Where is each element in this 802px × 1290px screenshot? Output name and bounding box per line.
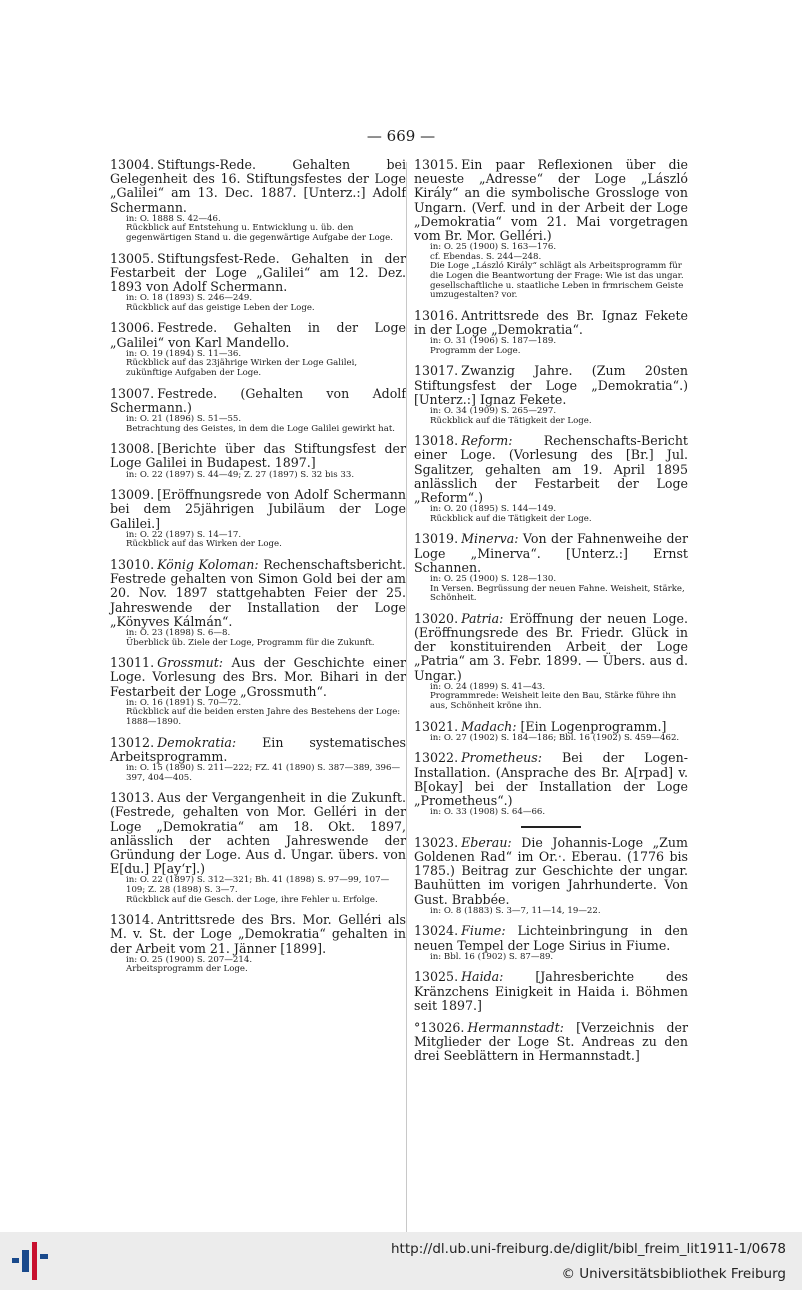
entry-title: Die Johannis-Loge „Zum Goldenen Rad“ im Or.‧. Eberau. (1776 bis 1785.) Beitrag zur Geschichte der ungar. Bauhütten im vorigen Jahrhunderte. Von Gust. Brabbée.: [414, 834, 688, 907]
entry-note-line: in: O. 22 (1897) S. 44—49; Z. 27 (1897) S. 32 bis 33.: [126, 469, 355, 480]
entry-heading: [414, 720, 688, 734]
entry-notes: [110, 764, 406, 783]
column-divider: [406, 162, 407, 1232]
entry-note-line: in: O. 34 (1909) S. 265—297.: [430, 405, 557, 416]
entry-note-line: Rückblick auf die Tätigkeit der Loge.: [430, 415, 592, 426]
entry-number: 13013.: [110, 790, 155, 806]
entry-heading: [110, 656, 406, 699]
entry-notes: [110, 350, 406, 379]
lodge-name: Fiume:: [461, 923, 506, 939]
entry-number: 13019.: [414, 531, 459, 547]
entry-number: 13015.: [414, 157, 459, 172]
entry-title: Aus der Vergangenheit in die Zukunft. (Festrede, gehalten von Mor. Gelléri in der Loge „Demokratia“ am 18. Okt. 1897, anlässlich der achten Jahreswende der Gründung der Loge. Aus d. Ungar. übers. von E[du.] P[ay‘r].): [110, 790, 406, 877]
bibliography-entry: [110, 158, 406, 244]
entry-number: 13010.: [110, 556, 155, 572]
bibliography-entry: [414, 751, 688, 817]
entry-title: Bei der Logen-Installation. (Ansprache des Br. A[rpad] v. B[okay] bei der Installation der Loge „Prometheus“.): [414, 750, 688, 808]
lodge-name: Grossmut:: [157, 655, 224, 671]
entry-title: Festrede. Gehalten in der Loge „Galilei“ von Karl Mandello.: [110, 320, 406, 350]
entry-number: 13005.: [110, 250, 155, 266]
entry-notes: [414, 337, 688, 356]
entry-title: Ein paar Reflexionen über die neueste „Adresse“ der Loge „László Király“ an die symbolische Grossloge von Ungarn. (Verf. und in der Arbeit der Loge „Demokratia“ vom 21. Mai vorgetragen vom Br. Mor. Gelléri.): [414, 157, 688, 244]
page-number: — 669 —: [366, 127, 436, 145]
entry-heading: [110, 321, 406, 349]
entry-notes: [414, 683, 688, 712]
entry-heading: [414, 532, 688, 575]
entry-note-line: in: O. 18 (1893) S. 246—249.: [126, 293, 253, 304]
entry-note-line: Rückblick auf das Wirken der Loge.: [126, 539, 282, 550]
entry-number: 13017.: [414, 363, 459, 379]
entry-heading: [110, 791, 406, 876]
lodge-name: Prometheus:: [461, 750, 542, 766]
entry-notes: [110, 531, 406, 550]
entry-title: Von der Fahnenweihe der Loge „Minerva“. [Unterz.:] Ernst Schannen.: [414, 531, 688, 575]
entry-title: Aus der Geschichte einer Loge. Vorlesung des Brs. Mor. Bihari in der Festarbeit der Loge „Grossmuth“.: [110, 655, 406, 699]
entry-heading: [414, 612, 688, 683]
entry-note-line: cf. Ebendas. S. 244—248.: [430, 251, 542, 262]
entry-number: 13006.: [110, 320, 155, 336]
entry-note-line: in: O. 22 (1897) S. 14—17.: [126, 529, 242, 540]
entry-notes: [414, 407, 688, 426]
entry-number: 13008.: [110, 441, 155, 457]
entry-heading: [110, 387, 406, 415]
entry-title: [Verzeichnis der Mitglieder der Loge St. Andreas zu den drei Seeblättern in Hermannstadt.]: [414, 1019, 688, 1064]
bibliography-entry: [414, 309, 688, 357]
entry-title: Rechenschafts-Bericht einer Loge. (Vorlesung des [Br.] Jul. Sgalitzer, gehalten am 19. April 1895 anlässlich der Festarbeit der Loge „Reform“.): [414, 433, 688, 505]
lodge-name: Reform:: [461, 433, 513, 449]
entry-note-line: Überblick üb. Ziele der Loge, Programm für die Zukunft.: [126, 637, 375, 648]
bibliography-entry: [414, 970, 688, 1013]
entry-note-line: Programm der Loge.: [430, 345, 521, 356]
entry-number: 13022.: [414, 750, 459, 766]
entry-notes: [414, 734, 688, 744]
entry-number: 13007.: [110, 385, 155, 401]
entry-heading: [110, 158, 406, 215]
lodge-name: Haida:: [461, 969, 504, 985]
bibliography-entry: [110, 558, 406, 648]
entry-heading: [414, 924, 688, 952]
bibliography-entry: [414, 532, 688, 603]
entry-title: Stiftungs-Rede. Gehalten bei Gelegenheit des 16. Stiftungsfestes der Loge „Galilei“ am 13. Dec. 1887. [Unterz.:] Adolf Schermann.: [110, 157, 406, 215]
entry-notes: [414, 808, 688, 818]
bibliography-entry: [110, 442, 406, 480]
entry-note-line: in: O. 8 (1883) S. 3—7, 11—14, 19—22.: [430, 905, 601, 916]
footer-copyright: © Universitätsbibliothek Freiburg: [561, 1266, 786, 1282]
entry-number: 13018.: [414, 433, 459, 449]
bibliography-entry: [414, 924, 688, 962]
entry-title: [Eröffnungsrede von Adolf Schermann bei dem 25jährigen Jubiläum der Loge Galilei.]: [110, 487, 406, 531]
entry-title: Zwanzig Jahre. (Zum 20sten Stiftungsfest der Loge „Demokratia“.) [Unterz.:] Ignaz Fekete.: [414, 363, 688, 407]
entry-heading: [110, 488, 406, 531]
entry-title: Rechenschaftsbericht. Festrede gehalten von Simon Gold bei der am 20. Nov. 1897 stattgehabten Feier der 25. Jahreswende der Installation der Loge „Könyves Kálmán“.: [110, 556, 406, 629]
entry-note-line: Die Loge „László Király“ schlägt als Arbeitsprogramm für die Logen die Beantwortung der Frage: Wie ist das ungar. gesellschaftliche u. staatliche Leben in frmrischem Geiste umzugestalten? vor.: [430, 261, 684, 301]
entry-number: 13020.: [414, 610, 459, 626]
entry-number: 13021.: [414, 718, 459, 734]
entry-notes: [110, 471, 406, 481]
entry-notes: [110, 415, 406, 434]
left-column: [110, 158, 406, 983]
entry-number: °13026.: [414, 1019, 465, 1035]
entry-heading: [414, 309, 688, 337]
entry-heading: [110, 558, 406, 629]
entry-note-line: in: O. 25 (1900) S. 128—130.: [430, 573, 557, 584]
entry-note-line: in: O. 25 (1900) S. 163—176.: [430, 242, 557, 253]
entry-note-line: Arbeitsprogramm der Loge.: [126, 964, 248, 975]
entry-note-line: in: O. 31 (1906) S. 187—189.: [430, 336, 557, 347]
lodge-name: Demokratia:: [157, 734, 237, 750]
entry-notes: [110, 215, 406, 244]
entry-note-line: In Versen. Begrüssung der neuen Fahne. Weisheit, Stärke, Schönheit.: [430, 583, 685, 604]
entry-note-line: Rückblick auf die beiden ersten Jahre des Bestehens der Loge: 1888—1890.: [126, 707, 401, 727]
entry-number: 13016.: [414, 307, 459, 323]
entry-notes: [414, 953, 688, 963]
bibliography-entry: [110, 736, 406, 784]
entry-number: 13009.: [110, 487, 155, 503]
entry-heading: [414, 434, 688, 505]
bibliography-entry: [414, 836, 688, 917]
entry-number: 13004.: [110, 157, 155, 172]
bibliography-entry: [110, 791, 406, 905]
entry-heading: [110, 252, 406, 295]
entry-note-line: in: O. 19 (1894) S. 11—36.: [126, 348, 242, 359]
entry-note-line: in: O. 16 (1891) S. 70—72.: [126, 697, 242, 708]
entry-number: 13012.: [110, 734, 155, 750]
bibliography-entry: [110, 387, 406, 435]
entry-title: [Berichte über das Stiftungsfest der Loge Galilei in Budapest. 1897.]: [110, 441, 406, 471]
entry-notes: [414, 575, 688, 604]
bibliography-entry: [414, 158, 688, 301]
entry-note-line: in: O. 25 (1900) S. 207—214.: [126, 954, 253, 965]
entry-note-line: in: Bbl. 16 (1902) S. 87—89.: [430, 951, 554, 962]
section-rule: [521, 826, 581, 828]
entry-title: Ein systematisches Arbeitsprogramm.: [110, 734, 406, 764]
footer-url-link[interactable]: http://dl.ub.uni-freiburg.de/diglit/bibl_freim_lit1911-1/0678: [390, 1241, 786, 1257]
bibliography-entry: [414, 364, 688, 426]
bibliography-entry: [414, 612, 688, 712]
entry-heading: [414, 836, 688, 907]
entry-note-line: in: O. 22 (1897) S. 312—321; Bh. 41 (1898) S. 97—99, 107—109; Z. 28 (1898) S. 3—7.: [126, 875, 390, 895]
lodge-name: Patria:: [461, 610, 504, 626]
entry-number: 13024.: [414, 923, 459, 939]
library-logo-icon: [12, 1240, 50, 1282]
entry-number: 13023.: [414, 834, 459, 850]
entry-notes: [110, 699, 406, 728]
entry-note-line: Rückblick auf das geistige Leben der Loge.: [126, 302, 315, 313]
entry-title: Antrittsrede des Brs. Mor. Gelléri als M. v. St. der Loge „Demokratia“ gehalten in der Arbeit vom 21. Jänner [1899].: [110, 912, 406, 956]
entry-note-line: in: O. 20 (1895) S. 144—149.: [430, 504, 557, 515]
entry-heading: [110, 913, 406, 956]
entry-note-line: in: O. 24 (1899) S. 41—43.: [430, 681, 546, 692]
entry-heading: [110, 736, 406, 764]
entry-title: Eröffnung der neuen Loge. (Eröffnungsrede des Br. Friedr. Glück in der konstituirenden Arbeit der Loge „Patria“ am 3. Febr. 1899. — Übers. aus d. Ungar.): [414, 610, 688, 683]
bibliography-entry: [110, 913, 406, 975]
lodge-name: Madach:: [461, 718, 517, 734]
entry-title: Lichteinbringung in den neuen Tempel der Loge Sirius in Fiume.: [414, 923, 688, 953]
bibliography-entry: [414, 720, 688, 744]
entry-heading: [414, 751, 688, 808]
bibliography-entry: [414, 1021, 688, 1064]
entry-note-line: in: O. 15 (1890) S. 211—222; FZ. 41 (1890) S. 387—389, 396—397, 404—405.: [126, 762, 401, 783]
entry-note-line: Programmrede: Weisheit leite den Bau, Stärke führe ihn aus, Schönheit kröne ihn.: [430, 691, 677, 711]
lodge-name: Minerva:: [461, 531, 519, 547]
entry-title: Antrittsrede des Br. Ignaz Fekete in der Loge „Demokratia“.: [414, 307, 688, 337]
entry-note-line: Rückblick auf Entstehung u. Entwicklung u. üb. den gegenwärtigen Stand u. die gegenwärtige Aufgabe der Loge.: [126, 223, 393, 243]
bibliography-entry: [110, 252, 406, 314]
entry-notes: [110, 629, 406, 648]
entry-number: 13014.: [110, 912, 155, 928]
entry-heading: [110, 442, 406, 470]
entry-notes: [110, 294, 406, 313]
lodge-name: Eberau:: [461, 834, 512, 850]
entry-note-line: Rückblick auf die Gesch. der Loge, ihre Fehler u. Erfolge.: [126, 894, 378, 905]
lodge-name: König Koloman:: [157, 556, 259, 572]
entry-title: [Ein Logenprogramm.]: [520, 718, 667, 734]
entry-notes: [414, 505, 688, 524]
entry-notes: [110, 876, 406, 905]
bibliography-entry: [110, 656, 406, 727]
bibliography-entry: [110, 321, 406, 378]
bibliography-entry: [414, 434, 688, 524]
entry-heading: [414, 1021, 688, 1064]
entry-note-line: in: O. 27 (1902) S. 184—186; Bbl. 16 (1902) S. 459—462.: [430, 732, 680, 743]
entry-number: 13011.: [110, 655, 155, 671]
bibliography-entry: [110, 488, 406, 550]
entry-note-line: in: O. 23 (1898) S. 6—8.: [126, 627, 231, 638]
entry-note-line: Betrachtung des Geistes, in dem die Loge Galilei gewirkt hat.: [126, 423, 396, 434]
entry-title: [Jahresberichte des Kränzchens Einigkeit in Haida i. Böhmen seit 1897.]: [414, 969, 688, 1013]
entry-note-line: in: O. 33 (1908) S. 64—66.: [430, 807, 546, 818]
entry-number: 13025.: [414, 969, 459, 985]
entry-heading: [414, 158, 688, 243]
entry-title: Festrede. (Gehalten von Adolf Schermann.): [110, 385, 406, 415]
right-column: [414, 158, 688, 1072]
entry-notes: [414, 907, 688, 917]
entry-note-line: in: O. 21 (1896) S. 51—55.: [126, 413, 242, 424]
entry-note-line: Rückblick auf die Tätigkeit der Loge.: [430, 513, 592, 524]
entry-notes: [414, 243, 688, 301]
entry-heading: [414, 970, 688, 1013]
entry-title: Stiftungsfest-Rede. Gehalten in der Festarbeit der Loge „Galilei“ am 12. Dez. 1893 von Adolf Schermann.: [110, 250, 406, 294]
entry-note-line: Rückblick auf das 23jährige Wirken der Loge Galilei, zukünftige Aufgaben der Loge.: [126, 358, 358, 378]
lodge-name: Hermannstadt:: [467, 1019, 564, 1035]
entry-heading: [414, 364, 688, 407]
entry-note-line: in: O. 1888 S. 42—46.: [126, 213, 221, 224]
entry-notes: [110, 956, 406, 975]
